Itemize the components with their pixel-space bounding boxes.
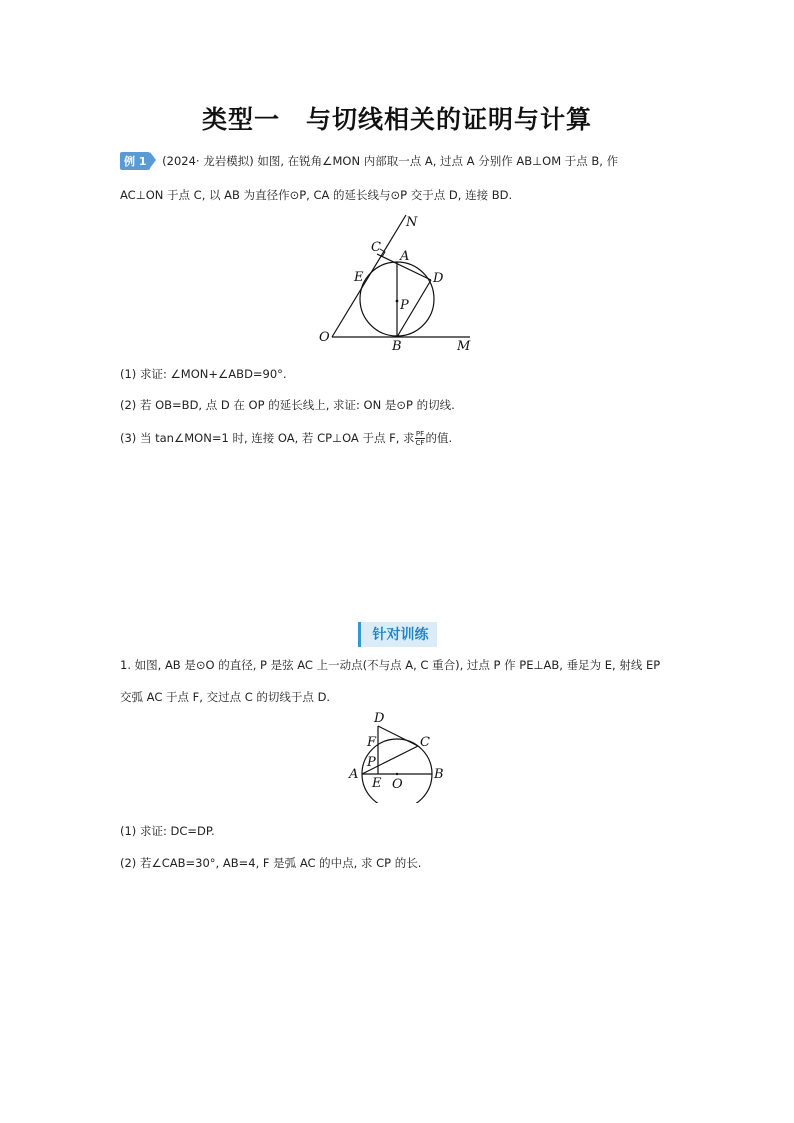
label-P: P [367, 755, 376, 770]
label-C: C [371, 240, 381, 255]
fraction-PF-CF [415, 430, 426, 447]
fraction-numerator: PF [415, 430, 425, 438]
problem-1-figure [340, 708, 460, 803]
page-title: 类型一 与切线相关的证明与计算 [201, 105, 592, 134]
section-header [0, 622, 794, 647]
section-label: 针对训练 [358, 622, 437, 647]
example-question-2: (2) 若 OB=BD, 点 D 在 OP 的延长线上, 求证: ON 是⊙P 的切线. [120, 398, 455, 412]
example-question-3 [120, 430, 452, 447]
problem-1-statement-line-1: 1. 如图, AB 是⊙O 的直径, P 是弦 AC 上一动点(不与点 A, C 重合), 过点 P 作 PE⊥AB, 垂足为 E, 射线 EP [120, 658, 661, 672]
example-badge: 例 1 [120, 152, 150, 170]
point-O [396, 773, 398, 775]
label-B: B [392, 339, 402, 354]
label-E: E [354, 270, 364, 285]
tangent-DC [378, 726, 418, 746]
label-A: A [400, 249, 410, 264]
example-question-1: (1) 求证: ∠MON+∠ABD=90°. [120, 367, 287, 381]
label-O: O [392, 777, 403, 792]
problem-1-question-1: (1) 求证: DC=DP. [120, 824, 215, 838]
q3-text-pre: (3) 当 tan∠MON=1 时, 连接 OA, 若 CP⊥OA 于点 F, 求 [120, 431, 415, 445]
problem-1-question-2: (2) 若∠CAB=30°, AB=4, F 是弧 AC 的中点, 求 CP 的长. [120, 856, 422, 870]
label-F: F [367, 735, 377, 750]
ray-ON [332, 215, 406, 337]
example-text-1: (2024· 龙岩模拟) 如图, 在锐角∠MON 内部取一点 A, 过点 A 分别作 AB⊥OM 于点 B, 作 [162, 154, 619, 168]
fraction-denominator: CF [415, 439, 425, 447]
example-1-statement-line-2: AC⊥ON 于点 C, 以 AB 为直径作⊙P, CA 的延长线与⊙P 交于点 D, 连接 BD. [120, 188, 513, 202]
label-A: A [349, 767, 359, 782]
problem-1-statement-line-2: 交弧 AC 于点 F, 交过点 C 的切线于点 D. [120, 690, 331, 704]
label-D: D [433, 271, 444, 286]
label-P: P [400, 298, 409, 313]
example-1-statement-line-1 [120, 152, 618, 170]
label-B: B [434, 767, 444, 782]
label-M: M [457, 339, 471, 354]
label-E: E [372, 776, 382, 791]
label-C: C [420, 735, 430, 750]
label-N: N [406, 215, 418, 230]
point-P [396, 300, 399, 303]
q3-text-post: 的值. [425, 431, 453, 445]
example-1-figure [310, 210, 490, 355]
label-O: O [319, 330, 330, 345]
label-D: D [374, 711, 385, 726]
